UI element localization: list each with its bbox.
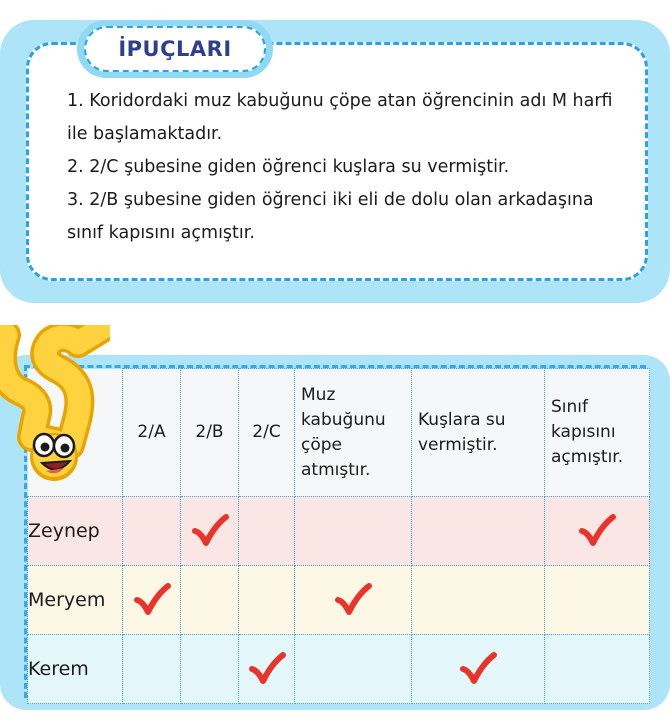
hints-panel: [0, 20, 670, 303]
table-row: [28, 566, 650, 635]
table-cell-sinif[interactable]: [545, 635, 650, 704]
check-wrap: [123, 566, 180, 634]
table-cell-muz[interactable]: [295, 635, 412, 704]
table-cell-kus[interactable]: [412, 497, 545, 566]
student-name-cell: [28, 635, 123, 704]
table-header-label-kus: Kuşlara su vermiştir.: [418, 409, 506, 455]
student-name-cell: [28, 566, 123, 635]
table-cell-b[interactable]: [181, 566, 239, 635]
check-icon: [190, 512, 230, 550]
table-row: [28, 497, 650, 566]
table-row: [28, 635, 650, 704]
table-cell-c[interactable]: [239, 566, 295, 635]
table-cell-muz[interactable]: [295, 566, 412, 635]
table-cell-sinif[interactable]: [545, 566, 650, 635]
check-wrap: [181, 497, 238, 565]
puzzle-table-panel: [0, 355, 670, 710]
student-name-label: Meryem: [28, 589, 106, 611]
table-header-cell-sinif: [545, 369, 650, 497]
table-header-label-muz: Muz kabuğunu çöpe atmıştır.: [301, 384, 386, 480]
table-cell-sinif[interactable]: [545, 497, 650, 566]
hint-line-1: 1. Koridordaki muz kabuğunu çöpe atan öğrencinin adı M harfi ile başlamaktadır.: [67, 91, 613, 144]
check-wrap: [295, 566, 411, 634]
check-wrap: [239, 635, 294, 703]
table-cell-b[interactable]: [181, 635, 239, 704]
check-icon: [132, 581, 172, 619]
table-cell-muz[interactable]: [295, 497, 412, 566]
table-header-row: [28, 369, 650, 497]
table-header-label-c: 2/C: [252, 422, 281, 442]
table-cell-a[interactable]: [123, 635, 181, 704]
table-cell-kus[interactable]: [412, 635, 545, 704]
table-header-label-a: 2/A: [137, 422, 166, 442]
check-icon: [333, 581, 373, 619]
table-cell-c[interactable]: [239, 635, 295, 704]
table-cell-a[interactable]: [123, 497, 181, 566]
table-header-cell-muz: [295, 369, 412, 497]
puzzle-grid: [24, 365, 646, 698]
hints-badge-label: İPUÇLARI: [118, 37, 232, 61]
check-icon: [577, 512, 617, 550]
table-corner-cell: [28, 369, 123, 497]
table-cell-a[interactable]: [123, 566, 181, 635]
check-wrap: [545, 497, 649, 565]
table-header-cell-b: [181, 369, 239, 497]
table-header-cell-c: [239, 369, 295, 497]
student-name-label: Kerem: [28, 658, 89, 680]
table-header-label-b: 2/B: [195, 422, 224, 442]
student-name-cell: [28, 497, 123, 566]
hints-badge: [77, 20, 273, 78]
puzzle-table: [27, 368, 650, 704]
hint-line-2: 2. 2/C şubesine giden öğrenci kuşlara su vermiştir.: [67, 157, 510, 177]
table-cell-c[interactable]: [239, 497, 295, 566]
hints-text-block: [67, 85, 617, 250]
hints-badge-inner: [84, 26, 266, 72]
table-cell-kus[interactable]: [412, 566, 545, 635]
table-header-label-sinif: Sınıf kapısını açmıştır.: [551, 397, 624, 467]
check-icon: [458, 650, 498, 688]
hint-line-3: 3. 2/B şubesine giden öğrenci iki eli de dolu olan arkadaşına sınıf kapısını açmıştır.: [67, 190, 594, 243]
table-header-cell-a: [123, 369, 181, 497]
check-icon: [247, 650, 287, 688]
table-cell-b[interactable]: [181, 497, 239, 566]
student-name-label: Zeynep: [28, 520, 100, 542]
check-wrap: [412, 635, 544, 703]
table-header-cell-kus: [412, 369, 545, 497]
